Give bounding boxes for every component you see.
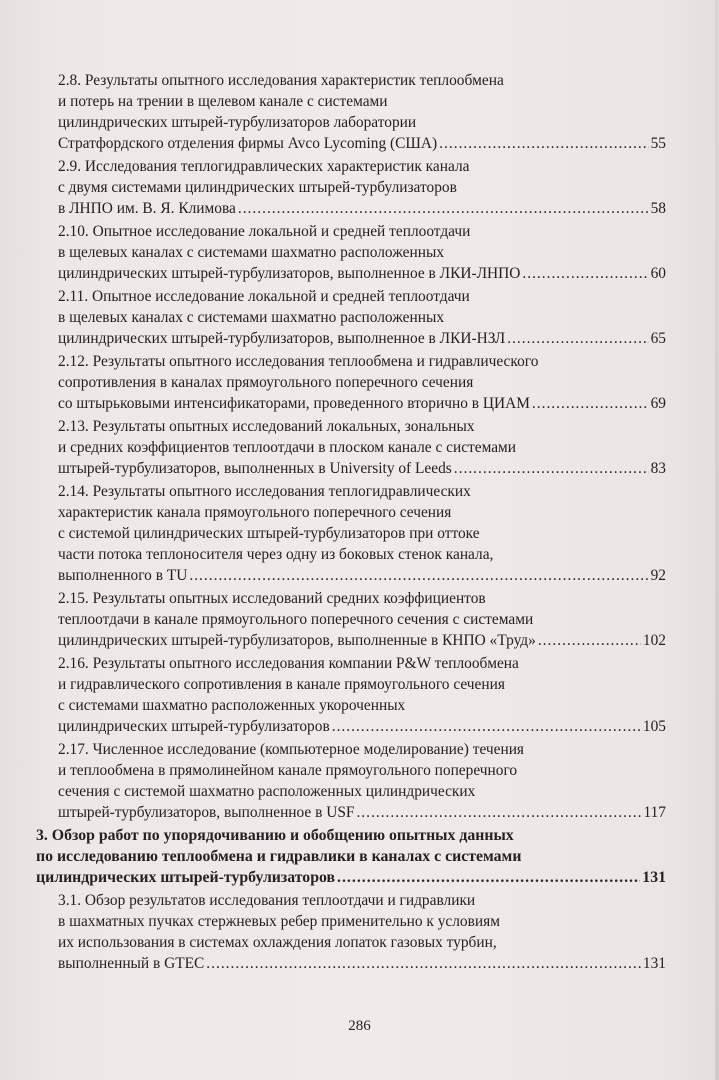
- dot-leader: [538, 630, 641, 651]
- toc-entry-text: их использования в системах охлаждения лопаток газовых турбин,: [58, 934, 497, 951]
- toc-entry-text: 2.17. Численное исследование (компьютерное моделирование) течения: [58, 741, 525, 758]
- toc-entry-text: со штырьковыми интенсификаторами, проведенного вторично в ЦИАМ: [58, 395, 530, 412]
- toc-entry-text: цилиндрических штырей-турбулизаторов, выполненное в ЛКИ-ЛНПО: [58, 265, 521, 282]
- dot-leader: [356, 802, 641, 823]
- toc-entry-text: и средних коэффициентов теплоотдачи в плоском канале с системами: [58, 439, 517, 456]
- toc-subsection-entry: [36, 70, 666, 154]
- toc-entry-text: 2.8. Результаты опытного исследования характеристик теплообмена: [58, 72, 504, 89]
- toc-entry-line: [58, 458, 666, 479]
- toc-page-number: 65: [650, 330, 666, 347]
- toc-entry-text: 2.12. Результаты опытного исследования теплообмена и гидравлического: [58, 353, 539, 370]
- toc-entry-text: с системами шахматно расположенных укороченных: [58, 697, 406, 714]
- toc-entry-text: 2.9. Исследования теплогидравлических характеристик канала: [58, 158, 470, 175]
- dot-leader: [189, 565, 648, 586]
- toc-subsection-entry: [36, 221, 666, 284]
- dot-leader: [454, 458, 649, 479]
- page-number: 286: [348, 1018, 371, 1034]
- toc-entry-line: [58, 263, 666, 284]
- dot-leader: [439, 133, 648, 154]
- dot-leader: [238, 198, 649, 219]
- toc-entry-text: 3.1. Обзор результатов исследования теплоотдачи и гидравлики: [58, 892, 476, 909]
- toc-entry-line: [58, 133, 666, 154]
- dot-leader: [332, 716, 641, 737]
- toc-subsection-entry: [36, 351, 666, 414]
- toc-entry-text: по исследованию теплообмена и гидравлики в каналах с системами: [36, 848, 522, 865]
- toc-entry-text: и потерь на трении в щелевом канале с системами: [58, 93, 388, 110]
- toc-entry-text: в щелевых каналах с системами шахматно расположенных: [58, 244, 445, 261]
- toc-entry-text: в ЛНПО им. В. Я. Климова: [58, 200, 236, 217]
- toc-entry-text: в шахматных пучках стержневых ребер применительно к условиям: [58, 913, 500, 930]
- toc-entry-text: выполненного в TU: [58, 567, 188, 584]
- toc-subsection-entry: [36, 286, 666, 349]
- toc-entry-line: [58, 716, 666, 737]
- dot-leader: [507, 328, 648, 349]
- toc-entry-text: в щелевых каналах с системами шахматно расположенных: [58, 309, 445, 326]
- toc-entry-text: теплоотдачи в канале прямоугольного поперечного сечения с системами: [58, 611, 534, 628]
- toc-page-number: 131: [642, 869, 666, 886]
- toc-subsection-entry: [36, 416, 666, 479]
- toc-entry-line: [36, 867, 666, 888]
- toc-entry-text: сечения с системой шахматно расположенных цилиндрических: [58, 783, 476, 800]
- toc-entry-text: 2.10. Опытное исследование локальной и средней теплоотдачи: [58, 223, 471, 240]
- toc-entry-line: [58, 802, 666, 823]
- dot-leader: [337, 867, 640, 888]
- toc-subsection-entry: [36, 156, 666, 219]
- toc-page-number: 60: [650, 265, 666, 282]
- toc-entry-text: с системой цилиндрических штырей-турбулизаторов при оттоке: [58, 525, 480, 542]
- toc-entry-text: с двумя системами цилиндрических штырей-турбулизаторов: [58, 179, 457, 196]
- toc-entry-text: 2.13. Результаты опытных исследований локальных, зональных: [58, 418, 475, 435]
- toc-entry-text: цилиндрических штырей-турбулизаторов, выполненное в ЛКИ-НЗЛ: [58, 330, 506, 347]
- toc-page-number: 102: [642, 632, 666, 649]
- toc-entry-text: характеристик канала прямоугольного поперечного сечения: [58, 504, 452, 521]
- dot-leader: [522, 263, 648, 284]
- toc-entry-text: Стратфордского отделения фирмы Avco Lycoming (США): [58, 135, 438, 152]
- toc-subsection-entry: [36, 653, 666, 737]
- toc-subsection-entry: [36, 890, 666, 974]
- toc-entry-text: и теплообмена в прямолинейном канале прямоугольного поперечного: [58, 762, 518, 779]
- toc-entry-line: [58, 393, 666, 414]
- toc-entry-text: 2.15. Результаты опытных исследований средних коэффициентов: [58, 590, 486, 607]
- toc-entry-text: 2.16. Результаты опытного исследования компании P&W теплообмена: [58, 655, 519, 672]
- toc-entry-text: и гидравлического сопротивления в канале прямоугольного сечения: [58, 676, 505, 693]
- toc-entry-text: части потока теплоносителя через одну из боковых стенок канала,: [58, 546, 494, 563]
- toc-entry-line: [58, 198, 666, 219]
- toc-entry-text: штырей-турбулизаторов, выполненных в University of Leeds: [58, 460, 452, 477]
- toc-entry-text: цилиндрических штырей-турбулизаторов: [58, 718, 330, 735]
- dot-leader: [206, 953, 641, 974]
- dot-leader: [532, 393, 649, 414]
- toc-entry-text: 3. Обзор работ по упорядочиванию и обобщению опытных данных: [36, 827, 514, 844]
- toc-subsection-entry: [36, 481, 666, 586]
- toc-entry-text: сопротивления в каналах прямоугольного поперечного сечения: [58, 374, 474, 391]
- toc-page-number: 83: [650, 460, 666, 477]
- toc-entry-text: выполненный в GTEC: [58, 955, 205, 972]
- toc-entry-text: цилиндрических штырей-турбулизаторов: [36, 869, 336, 886]
- toc-entry-text: цилиндрических штырей-турбулизаторов лаборатории: [58, 114, 417, 131]
- page-edge-shadow: [715, 0, 719, 1080]
- toc-entry-line: [58, 565, 666, 586]
- toc-entry-text: штырей-турбулизаторов, выполненное в USF: [58, 804, 355, 821]
- toc-entry-text: 2.11. Опытное исследование локальной и средней теплоотдачи: [58, 288, 470, 305]
- toc-page-number: 105: [642, 718, 666, 735]
- toc-entry-text: 2.14. Результаты опытного исследования теплогидравлических: [58, 483, 471, 500]
- toc-page-number: 131: [642, 955, 666, 972]
- toc-section-entry: [36, 825, 666, 888]
- toc-entry-line: [58, 630, 666, 651]
- toc-page-number: 92: [650, 567, 666, 584]
- toc-page-number: 55: [650, 135, 666, 152]
- toc-page-number: 69: [650, 395, 666, 412]
- toc-page-number: 117: [643, 804, 666, 821]
- table-of-contents: [36, 70, 666, 976]
- toc-entry-line: [58, 953, 666, 974]
- toc-subsection-entry: [36, 739, 666, 823]
- toc-page-number: 58: [650, 200, 666, 217]
- toc-subsection-entry: [36, 588, 666, 651]
- toc-entry-line: [58, 328, 666, 349]
- toc-entry-text: цилиндрических штырей-турбулизаторов, выполненные в КНПО «Труд»: [58, 632, 536, 649]
